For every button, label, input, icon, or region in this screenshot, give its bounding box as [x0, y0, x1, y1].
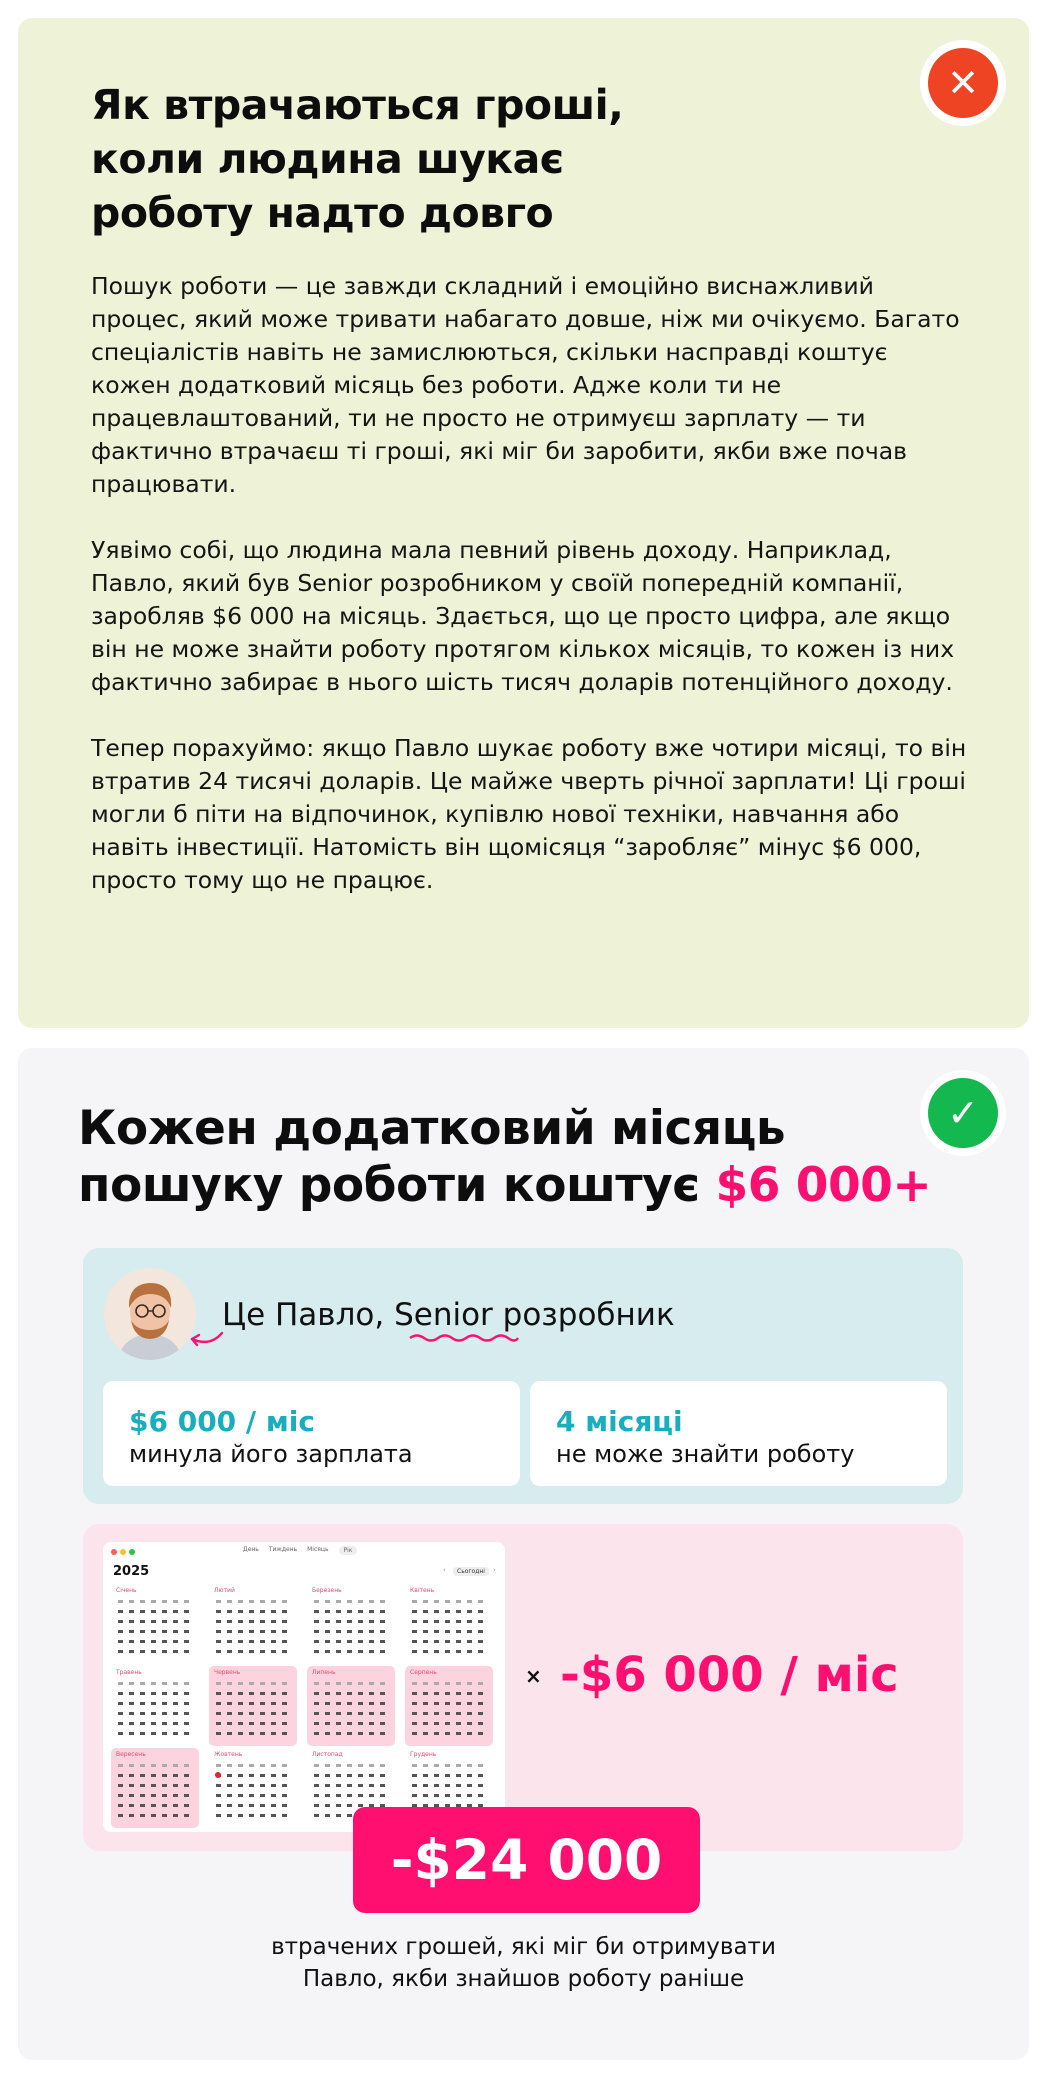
calendar-day-grid [115, 1680, 195, 1742]
paragraph: Уявімо собі, що людина мала певний рівень доходу. Наприклад, Павло, який був Senior розробником у своїй попередній компанії, заробляв $6 000 на місяць. Здається, що це просто цифра, але якщо він не може знайти роботу протягом кількох місяців, то кожен із них фактично забирає в нього шість тисяч доларів потенційного доходу. [91, 536, 955, 696]
underline-squiggle-icon [408, 1333, 520, 1343]
solution-title-line: Кожен додатковий місяць [78, 1101, 786, 1156]
calendar-day-grid [213, 1762, 293, 1824]
window-zoom-icon [129, 1549, 135, 1555]
close-badge [920, 40, 1006, 126]
calendar-month [209, 1748, 297, 1828]
solution-title-accent: $6 000+ [715, 1158, 932, 1213]
calendar-titlebar [103, 1542, 505, 1560]
calendar-month-name: Вересень [116, 1751, 146, 1758]
window-minimize-icon [120, 1549, 126, 1555]
problem-title-line: Як втрачаються гроші, [91, 81, 624, 129]
problem-title-line: роботу надто довго [91, 189, 554, 237]
monthly-loss: -$6 000 / міс [560, 1647, 899, 1703]
calendar-month-name: Грудень [410, 1751, 437, 1758]
problem-body [91, 270, 971, 930]
calendar-day-grid [213, 1598, 293, 1660]
stat-months [530, 1381, 947, 1486]
calendar-month-name: Липень [312, 1669, 336, 1676]
total-caption [150, 1931, 897, 1995]
calendar-year: 2025 [113, 1564, 150, 1579]
calendar-tabs [243, 1546, 357, 1555]
calendar-month [209, 1666, 297, 1746]
calendar-screenshot [103, 1542, 505, 1832]
caption-line: втрачених грошей, які міг би отримувати [271, 1934, 776, 1960]
stat-label: не може знайти роботу [556, 1440, 855, 1468]
check-icon: ✓ [928, 1078, 998, 1148]
pavlo-intro [222, 1295, 675, 1335]
solution-title-line: пошуку роботи коштує [78, 1158, 716, 1213]
pavlo-intro-prefix: Це Павло, [222, 1297, 395, 1333]
calendar-month-name: Квітень [410, 1587, 435, 1594]
calendar-day-grid [213, 1680, 293, 1742]
pavlo-role: Senior [394, 1297, 493, 1333]
window-close-icon [111, 1549, 117, 1555]
calendar-day-grid [115, 1762, 195, 1824]
solution-title [78, 1100, 998, 1214]
pavlo-intro-suffix: розробник [492, 1297, 675, 1333]
today-button: Сьогодні [453, 1567, 489, 1576]
stat-label: минула його зарплата [129, 1440, 413, 1468]
calendar-month-name: Листопад [312, 1751, 343, 1758]
paragraph: Тепер порахуймо: якщо Павло шукає роботу вже чотири місяці, то він втратив 24 тисячі доларів. Це майже чверть річної зарплати! Ці гроші могли б піти на відпочинок, купівлю нової техніки, навчання або навіть інвестиції. Натомість він щомісяця “заробляє” мінус $6 000, просто тому що не працює. [91, 734, 967, 894]
chevron-right-icon: › [493, 1566, 496, 1574]
calendar-month-name: Червень [214, 1669, 241, 1676]
stat-value: 4 місяці [556, 1405, 683, 1438]
calendar-day-grid [409, 1680, 489, 1742]
calendar-day-grid [311, 1680, 391, 1742]
arrow-icon [180, 1325, 224, 1351]
calendar-month [405, 1584, 493, 1664]
tab-week: Тиждень [268, 1546, 298, 1553]
total-loss-badge: -$24 000 [353, 1807, 700, 1913]
problem-title-line: коли людина шукає [91, 135, 564, 183]
calendar-day-grid [115, 1598, 195, 1660]
calendar-month [111, 1748, 199, 1828]
caption-line: Павло, якби знайшов роботу раніше [302, 1966, 745, 1992]
calendar-month [209, 1584, 297, 1664]
calendar-month-name: Жовтень [214, 1751, 243, 1758]
calendar-month-name: Серпень [410, 1669, 437, 1676]
stat-salary [103, 1381, 520, 1486]
close-icon: ✕ [928, 48, 998, 118]
calendar-day-grid [311, 1598, 391, 1660]
calendar-month-name: Січень [116, 1587, 137, 1594]
multiply-sign: × [525, 1664, 542, 1688]
paragraph: Пошук роботи — це завжди складний і емоційно виснажливий процес, який може тривати набагато довше, ніж ми очікуємо. Багато спеціалістів навіть не замислюються, скільки насправді коштує кожен додатковий місяць без роботи. Адже коли ти не працевлаштований, ти не просто не отримуєш зарплату — ти фактично втрачаєш ті гроші, які міг би заробити, якби вже почав працювати. [91, 272, 960, 498]
problem-title [91, 78, 791, 240]
calendar-month [405, 1666, 493, 1746]
tab-year: Рік [339, 1546, 358, 1555]
chevron-left-icon: ‹ [443, 1566, 446, 1574]
calendar-month-name: Травень [116, 1669, 142, 1676]
calendar-month-name: Лютий [214, 1587, 235, 1594]
tab-month: Місяць [307, 1546, 329, 1553]
calendar-day-grid [409, 1598, 489, 1660]
tab-day: День [243, 1546, 259, 1553]
calendar-month [307, 1666, 395, 1746]
calendar-month [307, 1584, 395, 1664]
stat-value: $6 000 / міс [129, 1405, 315, 1438]
calendar-month [111, 1666, 199, 1746]
calendar-month-name: Березень [312, 1587, 342, 1594]
calendar-month [111, 1584, 199, 1664]
